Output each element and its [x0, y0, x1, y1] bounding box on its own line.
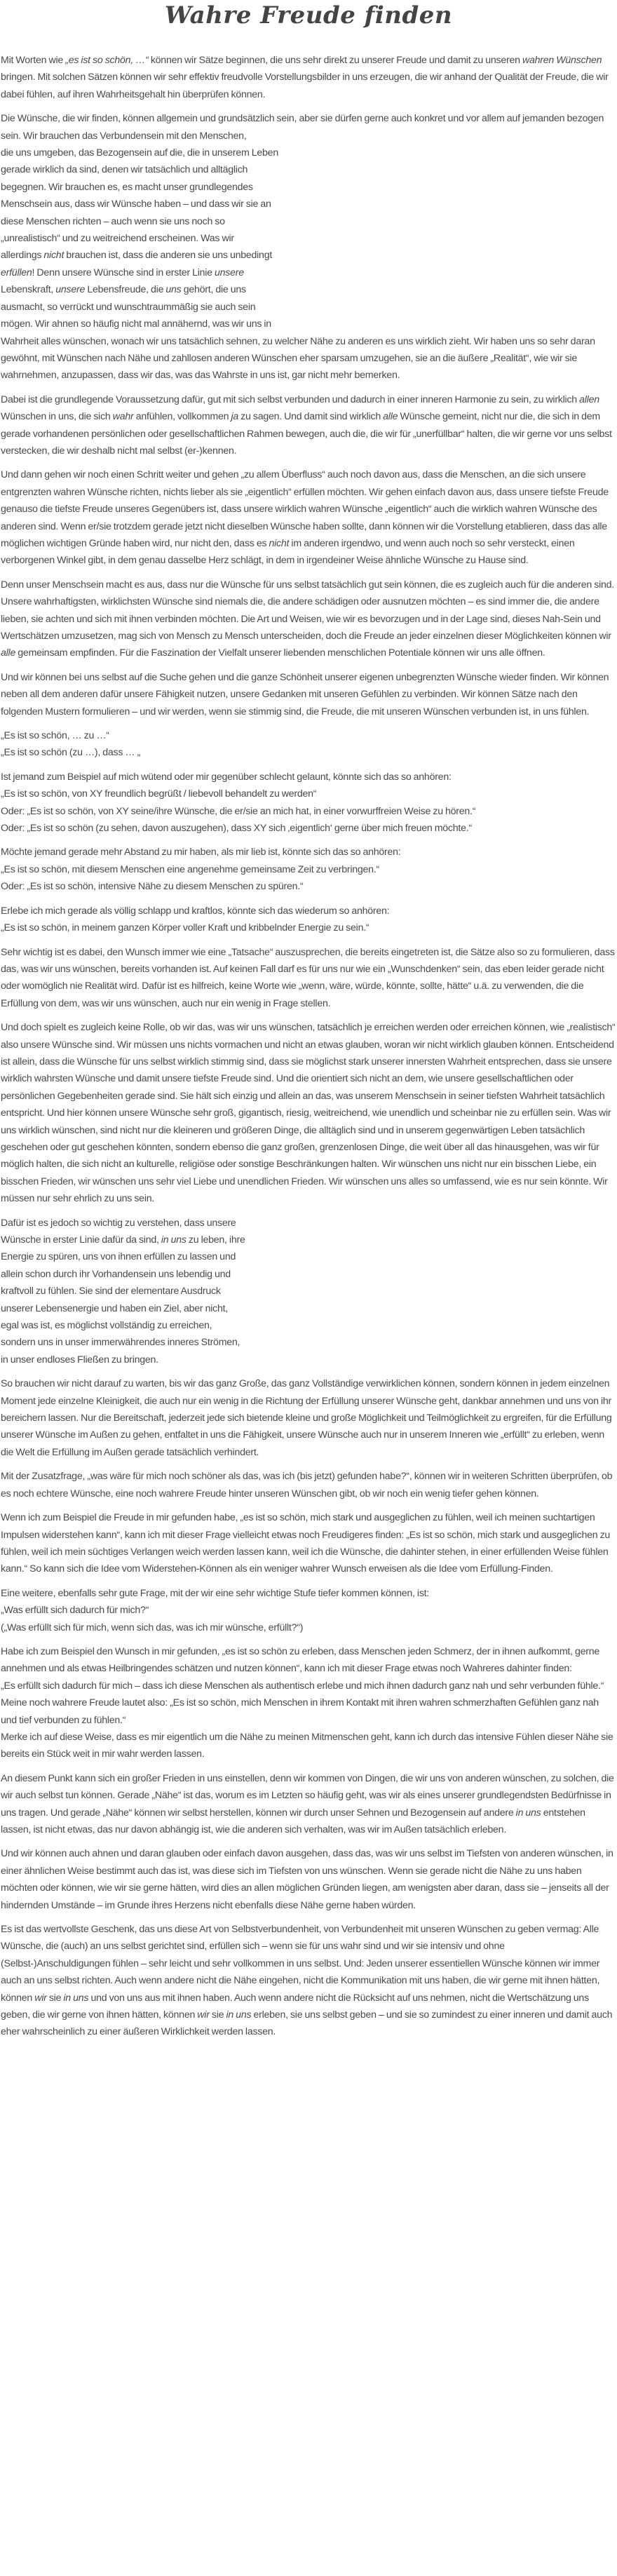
- text-segment: Es ist das wertvollste Geschenk, das uns diese Art von Selbstverbundenheit, von Verbundenheit mit unseren Wünschen zu geben vermag: Alle Wünsche, die (auch) an uns selbst gerichtet sind, erfüllen sich – wenn sie für uns wahr sind und wir sie intensiv und ohne (Selbst-)Anschuldigungen fühlen – sehr leicht und sehr vollkommen in uns selbst. Und: Jeden unserer essentiellen Wünsche können wir immer auch an uns selbst richten. Auch wenn andere nicht die Nähe eingehen, nicht die Kommunikation mit uns haben, die wir gerne mit ihnen hätten, können: [1, 1924, 600, 2004]
- text-segment: im anderen irgendwo, und wenn auch noch so sehr versteckt, einen verborgenen Winkel gibt, in dem genau dasselbe Herz schlägt, in dem in irgendeiner Weise ähnliche Wünsche zu Hause sind.: [1, 537, 575, 567]
- text-segment: Ist jemand zum Beispiel auf mich wütend oder mir gegenüber schlecht gelaunt, könnte sich das so anhören:: [1, 771, 452, 783]
- text-segment: gerade wirklich da sind, denen wir tatsächlich und alltäglich: [1, 164, 248, 176]
- text-segment: „Es ist so schön, mit diesem Menschen eine angenehme gemeinsame Zeit zu verbringen.“: [1, 863, 379, 875]
- text-segment: Und dann gehen wir noch einen Schritt weiter und gehen „zu allem Überfluss“ auch noch davon aus, dass die Menschen, an die sich unsere entgrenzten wahren Wünsche richten, nichts lieber als sie „eigentlich“ erfüllen möchten. Wir gehen einfach davon aus, dass unsere tiefste Freude genauso die tiefste Freude unseres Gegenübers ist, dass unsere wirklich wahren Wünsche „eigentlich“ auch die wirklich wahren Wünsche des anderen sind. Wenn er/sie trotzdem gerade jetzt nicht dieselben Wünsche haben sollte, dann können wir die Vorstellung etablieren, dass das alle möglichen wichtigen Gründe haben wird, nur nicht den, dass es: [1, 469, 609, 549]
- text-segment: allein schon durch ihr Vorhandensein uns lebendig und: [1, 1268, 231, 1280]
- text-segment: Dafür ist es jedoch so wichtig zu verstehen, dass unsere: [1, 1217, 236, 1229]
- text-segment: Und wir können auch ahnen und daran glauben oder einfach davon ausgehen, dass das, was wir uns selbst im Tiefsten von anderen wünschen, in einer ähnlichen Weise bestimmt auch das ist, was diese sich im Tiefsten von uns wünschen. Wenn sie gerade nicht die Nähe zu uns haben möchten oder können, wie wir sie gerne hätten, wird dies an allen möglichen Gründen liegen, am wenigsten aber daran, dass sie – jenseits all der hindernden Umstände – im Grunde ihres Herzens nicht ebenfalls diese Nähe gerne haben würden.: [1, 1848, 613, 1911]
- text-segment: egal was ist, es möglichst vollständig zu erreichen,: [1, 1320, 212, 1332]
- text-segment: erleben, sie uns selbst geben – und sie so zumindest zu einer inneren und damit auch eher wahrscheinlich zu einer äußeren Wirklichkeit werden lassen.: [1, 2009, 613, 2038]
- emphasis-text: unsere: [55, 284, 86, 296]
- emphasis-text: in uns: [63, 1992, 89, 2004]
- text-segment: Lebensfreude, die: [85, 284, 166, 296]
- text-segment: Menschsein aus, dass wir Wünsche haben – und dass wir sie an: [1, 198, 271, 210]
- emphasis-text: wir: [197, 2009, 210, 2021]
- paragraph: [1, 1509, 616, 1578]
- article-body: [0, 52, 617, 2041]
- text-segment: Mit der Zusatzfrage, „was wäre für mich noch schöner als das, was ich (bis jetzt) gefunden habe?“, können wir in weiteren Schritten überprüfen, ob es noch echtere Wünsche, eine noch wahrere Freude hinter unseren Wünschen gibt, ob wir noch ein wenig tiefer gehen können.: [1, 1471, 613, 1499]
- text-segment: („Was erfüllt sich für mich, wenn sich das, was ich mir wünsche, erfüllt?“): [1, 1621, 304, 1633]
- emphasis-text: wahr: [112, 411, 134, 423]
- text-segment: „Was erfüllt sich dadurch für mich?“: [1, 1605, 149, 1617]
- emphasis-text: nicht: [269, 537, 290, 549]
- text-segment: Oder: „Es ist so schön, von XY seine/ihre Wünsche, die er/sie an mich hat, in einer vorwurffreien Weise zu hören.“: [1, 805, 476, 817]
- paragraph: [1, 466, 616, 569]
- text-segment: zu leben, ihre: [186, 1234, 245, 1246]
- text-segment: unserer Lebensenergie und haben ein Ziel, aber nicht,: [1, 1302, 228, 1314]
- text-segment: sie: [46, 1992, 64, 2004]
- paragraph: [1, 844, 616, 895]
- text-segment: Wenn ich zum Beispiel die Freude in mir gefunden habe, „es ist so schön, mich stark und ausgeglichen zu fühlen, weil ich meinen suchtartigen Impulsen widerstehen kann“, kann ich mit dieser Frage vielleicht etwas noch Freudigeres finden: „Es ist so schön, mich stark und ausgeglichen zu fühlen, weil ich mein süchtiges Verlangen weich werden lassen kann, weil ich die Wünsche, die dahinter stehen, in einer erfüllenden Weise fühlen kann.“ So kann sich die Idee vom Widerstehen-Können als ein weniger wahrer Wunsch erweisen als die Idee vom Erfüllung-Finden.: [1, 1512, 611, 1575]
- text-segment: Mit Worten wie: [1, 55, 66, 66]
- text-segment: allerdings: [1, 250, 44, 262]
- text-segment: „unrealistisch“ und zu weitreichend erscheinen. Was wir: [1, 233, 234, 245]
- text-segment: Denn unser Menschsein macht es aus, dass nur die Wünsche für uns selbst tatsächlich gut sein können, die es zugleich auch für die anderen sind. Unsere wahrhaftigsten, wirklichsten Wünsche sind niemals die, die andere schädigen oder ausnutzen möchten – es sind immer die, die andere lieben, sie achten und sich mit ihnen verbinden möchten. Die Art und Weisen, wie wir es bevorzugen und in der Lage sind, dieses Nah-Sein und Wertschätzen umzusetzen, mag sich von Mensch zu Mensch unterscheiden, doch die Freude an jeder einzelnen dieser Möglichkeiten können wir: [1, 579, 614, 642]
- paragraph: [1, 1921, 616, 2041]
- emphasis-text: allen: [579, 393, 599, 405]
- emphasis-text: „es ist so schön, …“: [65, 55, 149, 66]
- emphasis-text: erfüllen: [1, 267, 32, 278]
- text-segment: sie: [209, 2009, 226, 2021]
- text-segment: Wahrheit alles wünschen, wonach wir uns tatsächlich sehnen, zu welcher Nähe zu anderen es uns wirklich zieht. Wir haben uns so sehr daran gewöhnt, mit Wünschen nach Nähe und zahllosen anderen Wünschen eher sparsam umzugehen, sie an die äußere „Realität“, wie wir sie wahrnehmen, anzupassen, dass wir das, was das Wahrste in uns ist, gar nicht mehr bemerken.: [1, 335, 595, 382]
- text-segment: Oder: „Es ist so schön, intensive Nähe zu diesem Menschen zu spüren.“: [1, 881, 304, 893]
- emphasis-text: in uns: [161, 1234, 187, 1246]
- text-segment: „Es ist so schön (zu …), dass … „: [1, 747, 141, 759]
- text-segment: Wünsche gemeint, nicht nur die, die sich in dem gerade vorhandenen persönlichen oder gesellschaftlichen Rahmen bewegen, auch die, die wir für „unerfüllbar“ halten, die wir gerne vor uns selbst verstecken, die wir deshalb nicht mal selbst (er-)kennen.: [1, 411, 612, 457]
- text-segment: zu sagen. Und damit sind wirklich: [238, 411, 384, 423]
- text-segment: entstehen lassen, ist nicht etwas, das nur davon abhängig ist, wie die anderen sich verhalten, was wir im Außen tatsächlich erleben.: [1, 1807, 585, 1835]
- text-segment: und von uns aus mit ihnen haben. Auch wenn andere nicht die Rücksicht auf uns nehmen, nicht die Wertschätzung uns geben, die wir gerne von ihnen hätten, können: [1, 1992, 589, 2021]
- text-segment: Wünschen in uns, die sich: [1, 411, 113, 423]
- emphasis-text: in uns: [226, 2009, 252, 2021]
- emphasis-text: nicht: [43, 250, 65, 262]
- text-segment: Und doch spielt es zugleich keine Rolle, ob wir das, was wir uns wünschen, tatsächlich je erreichen werden oder erreichen können, wie „realistisch“ also unsere Wünsche sind. Wir müssen uns nichts vormachen und nicht an etwas glauben, woran wir nicht wirklich glauben können. Entscheidend ist allein, dass die Wünsche für uns selbst wirklich stimmig sind, dass sie möglichst stark unserer innersten Wahrheit entsprechen, dass sie unsere wirklich wahrsten Wünsche und damit unsere tiefste Freude sind. Und die orientiert sich nicht an dem, wie unsere gesellschaftlichen oder persönlichen Gegebenheiten gerade sind. Sie hält sich einzig und allein an das, was unserem Menschsein in seiner tiefsten Wahrheit tatsächlich entspricht. Und hier können unsere Wünsche sehr groß, gigantisch, riesig, weitreichend, wie unendlich und scheinbar nie zu erfüllen sein. Was wir uns wirklich wünschen, sind nicht nur die kleineren und größeren Dinge, die alltäglich sind und in unserem gegenwärtigen Leben tatsächlich geschehen oder gut geschehen könnten, sondern ebenso die ganz großen, grenzenlosen Dinge, die weit über all das hinausgehen, was wir für möglich halten, die sich nicht an kulturelle, religiöse oder sonstige Beschränkungen halten. Wir wünschen uns nicht nur ein bisschen Liebe, ein bisschen Frieden, wir wünschen uns sehr viel Liebe und unendlichen Frieden. Wir wünschen uns alles so umfassend, wie es nur sein könnte. Wir müssen nur sehr ehrlich zu uns sein.: [1, 1022, 616, 1205]
- text-segment: Möchte jemand gerade mehr Abstand zu mir haben, als mir lieb ist, könnte sich das so anhören:: [1, 847, 401, 858]
- emphasis-text: alle: [383, 411, 398, 423]
- text-segment: „Es ist so schön, in meinem ganzen Körper voller Kraft und kribbelnder Energie zu sein.“: [1, 922, 369, 934]
- paragraph: [1, 769, 616, 837]
- text-segment: „Es ist so schön, … zu …“: [1, 730, 109, 742]
- text-segment: können wir Sätze beginnen, die uns sehr direkt zu unserer Freude und damit zu unseren: [148, 55, 522, 66]
- emphasis-text: ja: [231, 411, 238, 423]
- text-segment: brauchen ist, dass die anderen sie uns unbedingt: [64, 250, 273, 262]
- paragraph: [1, 110, 616, 384]
- paragraph: [1, 1215, 616, 1369]
- text-segment: Oder: „Es ist so schön (zu sehen, davon auszugehen), dass XY sich ‚eigentlich‘ gerne über mich freuen möchte.“: [1, 823, 472, 835]
- paragraph: [1, 1845, 616, 1914]
- paragraph: [1, 944, 616, 1013]
- text-segment: Lebenskraft,: [1, 284, 56, 296]
- paragraph: [1, 576, 616, 662]
- text-segment: diese Menschen richten – auch wenn sie uns noch so: [1, 215, 225, 227]
- paragraph: [1, 1019, 616, 1207]
- text-segment: die uns umgeben, das Bezogensein auf die, die in unserem Leben: [1, 147, 278, 159]
- paragraph: [1, 1375, 616, 1461]
- text-segment: mögen. Wir ahnen so häufig nicht mal annähernd, was wir uns in: [1, 318, 271, 330]
- text-segment: Energie zu spüren, uns von ihnen erfüllen zu lassen und: [1, 1251, 236, 1263]
- text-segment: gehört, die uns: [181, 284, 246, 296]
- text-segment: Sehr wichtig ist es dabei, den Wunsch immer wie eine „Tatsache“ auszusprechen, die bereits eingetreten ist, die Sätze also so zu formulieren, dass das, was wir uns wünschen, bereits vorhanden ist. Auf keinen Fall darf es für uns nur wie ein „Wunschdenken“ sein, das eben leider gerade nicht oder womöglich nie Realität wird. Dafür ist es hilfreich, keine Worte wie „wenn, wäre, würde, könnte, sollte, hätte“ u.ä. zu verwenden, die die Erfüllung von dem, was wir uns wünschen, auch nur ein wenig in Frage stellen.: [1, 946, 615, 1009]
- text-segment: Erlebe ich mich gerade als völlig schlapp und kraftlos, könnte sich das wiederum so anhören:: [1, 905, 390, 917]
- text-segment: kraftvoll zu fühlen. Sie sind der elementare Ausdruck: [1, 1286, 221, 1297]
- text-segment: Merke ich auf diese Weise, dass es mir eigentlich um die Nähe zu meinen Mitmenschen geht, kann ich durch das intensive Fühlen dieser Nähe sie bereits ein Stück weit in mir wahr werden lassen.: [1, 1731, 613, 1760]
- text-segment: ! Denn unsere Wünsche sind in erster Linie: [32, 267, 215, 278]
- page-title: Wahre Freude finden: [164, 1, 453, 29]
- text-segment: Die Wünsche, die wir finden, können allgemein und grundsätzlich sein, aber sie dürfen gerne auch konkret und vor allem auf jemanden bezogen sein. Wir brauchen das Verbundensein mit den Menschen,: [1, 113, 604, 142]
- text-segment: Eine weitere, ebenfalls sehr gute Frage, mit der wir eine sehr wichtige Stufe tiefer kommen können, ist:: [1, 1587, 430, 1599]
- text-segment: Dabei ist die grundlegende Voraussetzung dafür, gut mit sich selbst verbunden und dadurch in einer inneren Harmonie zu sein, zu wirklich: [1, 393, 580, 405]
- paragraph: [1, 1468, 616, 1502]
- emphasis-text: wahren Wünschen: [522, 55, 602, 66]
- emphasis-text: uns: [165, 284, 182, 296]
- text-segment: An diesem Punkt kann sich ein großer Frieden in uns einstellen, denn wir kommen von Dingen, die wir uns von anderen wünschen, zu solchen, die wir auch selbst tun können. Gerade „Nähe“ ist das, worum es im Letzten so häufig geht, was wir als eines unserer grundlegendsten Bedürfnisse in uns tragen. Und gerade „Nähe“ können wir selbst herstellen, können wir durch unser Sehnen und Bezogensein auf andere: [1, 1772, 614, 1819]
- text-segment: ausmacht, so verrückt und wunschtraummäßig sie auch sein: [1, 301, 256, 313]
- paragraph: [1, 391, 616, 460]
- paragraph: [1, 727, 616, 762]
- text-segment: „Es ist so schön, von XY freundlich begrüßt / liebevoll behandelt zu werden“: [1, 788, 317, 800]
- paragraph: [1, 669, 616, 720]
- paragraph: [1, 903, 616, 937]
- paragraph: [1, 1770, 616, 1839]
- text-segment: bringen. Mit solchen Sätzen können wir sehr effektiv freudvolle Vorstellungsbilder in uns erzeugen, die wir anhand der Qualität der Freude, die wir dabei fühlen, auf ihren Wahrheitsgehalt hin überprüfen können.: [1, 72, 609, 100]
- text-segment: „Es erfüllt sich dadurch für mich – dass ich diese Menschen als authentisch erlebe und mich ihnen dadurch ganz nah und sehr verbunden fühle.“: [1, 1680, 604, 1692]
- text-segment: Wünsche in erster Linie dafür da sind,: [1, 1234, 161, 1246]
- paragraph: [1, 1585, 616, 1636]
- text-segment: gemeinsam empfinden. Für die Faszination der Vielfalt unserer liebenden menschlichen Potentiale können wir uns alle öffnen.: [15, 647, 545, 659]
- text-segment: Habe ich zum Beispiel den Wunsch in mir gefunden, „es ist so schön zu erleben, dass Menschen jeden Schmerz, der in ihnen aufkommt, gerne annehmen und als etwas Heilbringendes schätzen und nutzen können“, kann ich mit dieser Frage etwas noch Wahreres dahinter finden:: [1, 1645, 600, 1675]
- emphasis-text: in uns: [515, 1807, 541, 1819]
- emphasis-text: wir: [34, 1992, 47, 2004]
- text-segment: So brauchen wir nicht darauf zu warten, bis wir das ganz Große, das ganz Vollständige verwirklichen können, sondern können in jedem einzelnen Moment jede einzelne Kleinigkeit, die auch nur ein wenig in die Richtung der Erfüllung unserer Wünsche geht, dankbar annehmen und uns von ihr bereichern lassen. Nur die Bereitschaft, jederzeit jede sich bietende kleine und große Möglichkeit und Teilmöglichkeit zu ergreifen, für die Erfüllung unserer Wünsche im Außen zu gehen, entfaltet in uns die Fähigkeit, unsere Wünsche auch nur in unserem Inneren wie „erfüllt“ zu erleben, wenn die Welt die Erfüllung im Außen gerade tatsächlich verhindert.: [1, 1378, 612, 1458]
- paragraph: [1, 52, 616, 103]
- emphasis-text: unsere: [215, 267, 244, 278]
- paragraph: [1, 1643, 616, 1763]
- emphasis-text: alle: [1, 647, 16, 659]
- text-segment: Meine noch wahrere Freude lautet also: „Es ist so schön, mich Menschen in ihrem Kontakt mit ihren wahren schmerzhaften Gefühlen ganz nah und tief verbunden zu fühlen.“: [1, 1697, 599, 1726]
- text-segment: Und wir können bei uns selbst auf die Suche gehen und die ganze Schönheit unserer eigenen unbegrenzten Wünsche wieder finden. Wir können neben all dem anderen dafür unsere Fähigkeit nutzen, unsere Gedanken mit unseren Gefühlen zu verbinden. Wir können Sätze nach den folgenden Mustern formulieren – und wir werden, wenn sie stimmig sind, die Freude, die mit unseren Wünschen verbunden ist, in uns fühlen.: [1, 671, 609, 717]
- text-segment: begegnen. Wir brauchen es, es macht unser grundlegendes: [1, 181, 253, 193]
- text-segment: sondern uns in unser immerwährendes inneres Strömen,: [1, 1337, 240, 1349]
- text-segment: in unser endloses Fließen zu bringen.: [1, 1354, 158, 1365]
- text-segment: anfühlen, vollkommen: [133, 411, 231, 423]
